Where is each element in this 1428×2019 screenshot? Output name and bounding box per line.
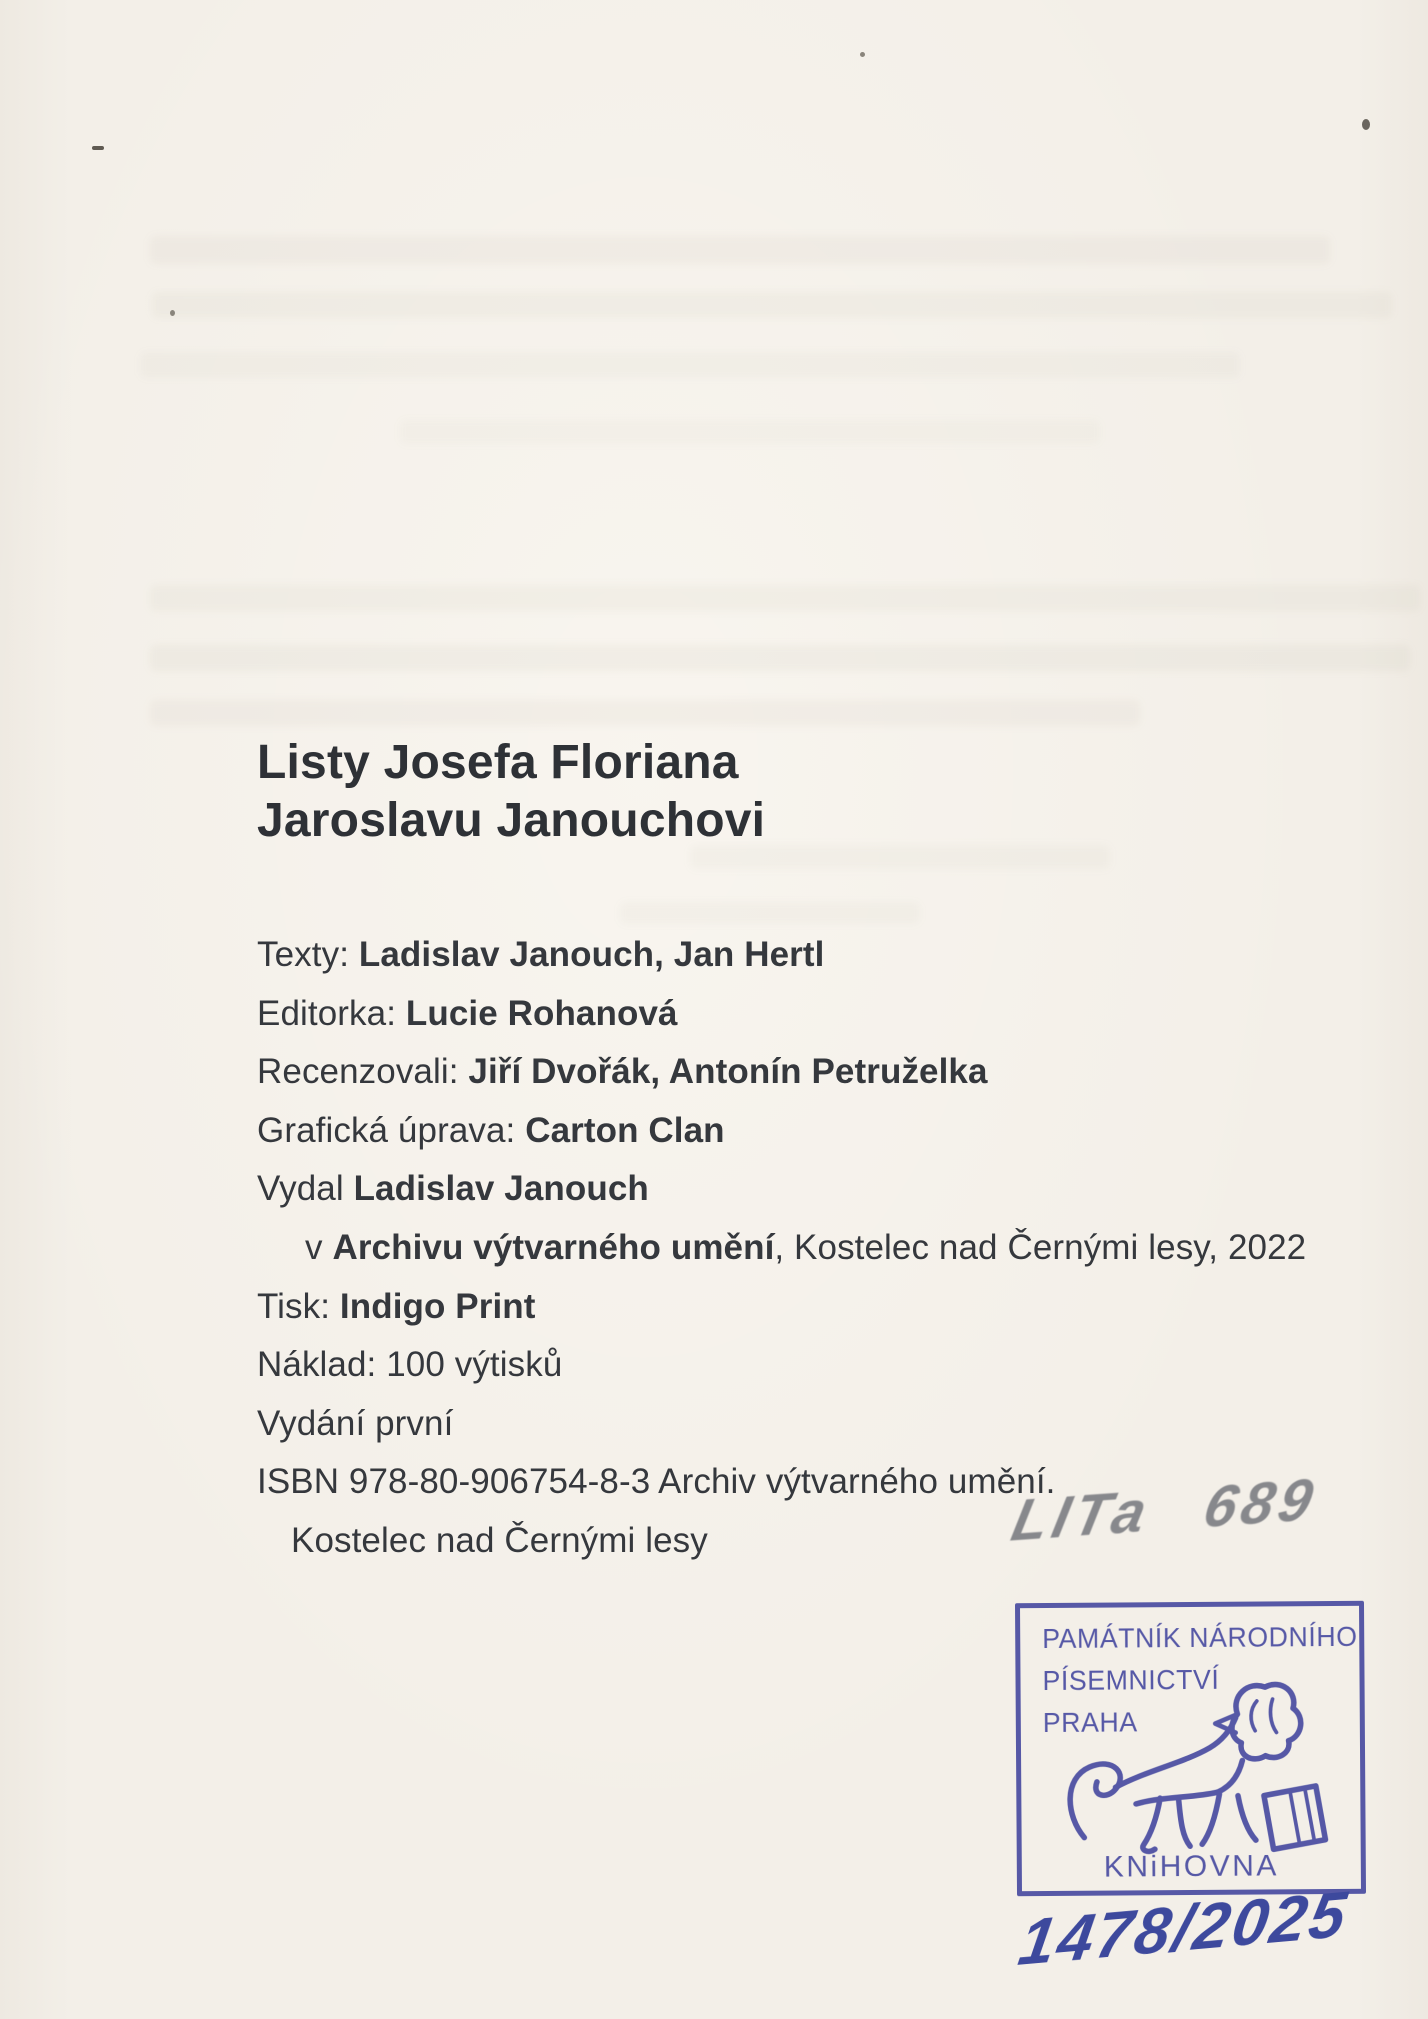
colophon-line: Tisk: Indigo Print (257, 1286, 536, 1326)
paper-speck (860, 52, 865, 57)
colophon-line: Editorka: Lucie Rohanová (257, 993, 678, 1033)
colophon-line: Grafická úprava: Carton Clan (257, 1110, 725, 1150)
stamp-line-library: KNiHOVNA (1103, 1849, 1279, 1884)
paper-speck (92, 146, 104, 150)
stamp-line-institution2: PÍSEMNICTVÍ (1042, 1663, 1220, 1697)
ghost-text-band (620, 902, 920, 924)
lion-icon (1032, 1656, 1357, 1862)
ghost-text-band (140, 352, 1240, 378)
book-title (257, 734, 765, 850)
ghost-text-band (400, 420, 1100, 444)
stamp-line-institution: PAMÁTNÍK NÁRODNÍHO (1042, 1620, 1358, 1655)
colophon-line: Vydání první (257, 1403, 454, 1443)
colophon-line: v Archivu výtvarného umění, Kostelec nad Černými lesy, 2022 (305, 1227, 1307, 1267)
paper-speck (1362, 119, 1370, 130)
library-stamp (1015, 1601, 1366, 1896)
colophon-line: Recenzovali: Jiří Dvořák, Antonín Petruželka (257, 1052, 988, 1092)
ghost-text-band (150, 585, 1420, 611)
ghost-text-band (152, 292, 1392, 318)
ghost-text-band (150, 645, 1410, 671)
colophon-line: Vydal Ladislav Janouch (257, 1169, 649, 1209)
book-title-line: Listy Josefa Floriana (257, 736, 739, 789)
pencil-shelf-mark: LITa 689 (1006, 1466, 1324, 1554)
colophon-line: ISBN 978-80-906754-8-3 Archiv výtvarného umění. (257, 1462, 1056, 1502)
stamp-line-city: PRAHA (1042, 1706, 1138, 1739)
ghost-text-band (150, 700, 1140, 726)
colophon-line: Náklad: 100 výtisků (257, 1345, 563, 1385)
ghost-text-band (150, 236, 1330, 264)
colophon (257, 926, 1306, 1571)
colophon-line: Kostelec nad Černými lesy (291, 1520, 708, 1560)
book-title-line: Jaroslavu Janouchovi (257, 794, 766, 847)
pen-accession-number: 1478/2025 (1014, 1876, 1355, 1979)
colophon-line: Texty: Ladislav Janouch, Jan Hertl (257, 935, 825, 974)
paper-speck (170, 310, 175, 316)
